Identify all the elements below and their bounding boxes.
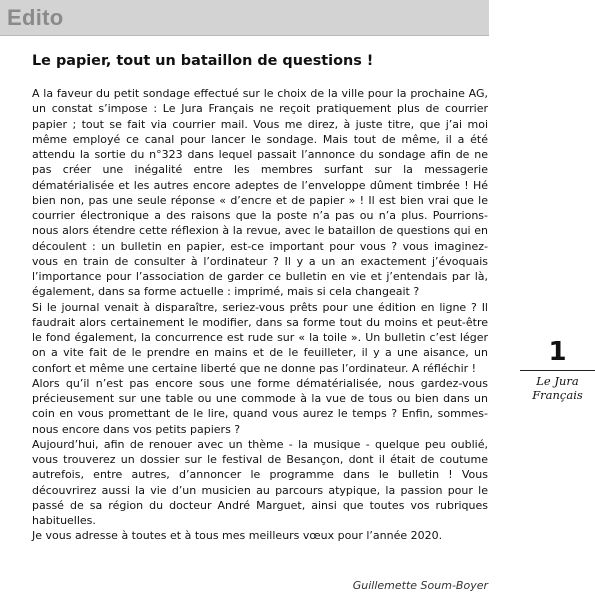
publication-name-line2: Français (532, 388, 583, 402)
article-paragraph-2: Si le journal venait à disparaître, seriez-vous prêts pour une édition en ligne ? Il faudrait alors certainement le modifier, dans sa forme tout du moins et peut-être le fond également, la concurrence est rude sur « la toile ». Un bulletin c’est léger on a vite fait de le prendre en mains et de le feuilleter, il y a une aisance, un confort et même une certaine liberté que ne donne pas l’ordinateur. A réfléchir ! (32, 300, 488, 375)
article-paragraph-4: Aujourd’hui, afin de renouer avec un thème - la musique - quelque peu oublié, vous trouverez un dossier sur le festival de Besançon, dont il était de coutume autrefois, entre autres, d’annoncer le programme dans le bulletin ! Vous découvrirez aussi la vie d’un musicien au parcours atypique, la passion pour le passé de sa région du docteur André Marguet, ainsi que toutes vos rubriques habituelles. (32, 437, 488, 527)
article-paragraph-1: A la faveur du petit sondage effectué sur le choix de la ville pour la prochaine AG, un constat s’impose : Le Jura Français ne reçoit pratiquement plus de courrier papier ; tout se fait via courrier mail. Vous me direz, à juste titre, que j’ai moi même employé ce canal pour lancer le sondage. Mais tout de même, il a été attendu la sortie du n°323 dans lequel passait l’annonce du sondage afin de ne pas créer une inégalité entre les membres surfant sur la messagerie dématérialisée et les autres encore adeptes de l’enveloppe dûment timbrée ! Hé bien non, pas une seule réponse « d’encre et de papier » ! Il est bien vrai que le courrier électronique a des raisons que la poste n’a pas ou n’a plus. Pourrions-nous alors étendre cette réflexion à la revue, avec le bataillon de questions qui en découlent : un bulletin en papier, est-ce important pour vous ? vous imaginez-vous en train de consulter à l’ordinateur ? Il y a un an exactement j’évoquais l’importance pour l’association de garder ce bulletin en vie et j’entendais par là, également, dans sa forme actuelle : imprimé, mais si cela changeait ? (32, 87, 488, 299)
section-title: Edito (7, 5, 64, 30)
author-signature: Guillemette Soum-Boyer (352, 579, 488, 592)
article-paragraph-3: Alors qu’il n’est pas encore sous une forme dématérialisée, nous gardez-vous précieusement sur une table ou une commode à la vue de tous ou bien dans un coin en vous promettant de le lire, quand vous aurez le temps ? Enfin, sommes-nous encore dans vos petits papiers ? (32, 376, 488, 436)
article-body (32, 86, 488, 544)
publication-name-line1: Le Jura (536, 374, 579, 388)
header-band (0, 0, 489, 36)
article-paragraph-5: Je vous adresse à toutes et à tous mes meilleurs vœux pour l’année 2020. (32, 529, 443, 543)
page-number: 1 (548, 337, 567, 367)
article-headline: Le papier, tout un bataillon de questions ! (32, 53, 374, 69)
page-folio (520, 338, 595, 402)
folio-divider (520, 370, 595, 371)
